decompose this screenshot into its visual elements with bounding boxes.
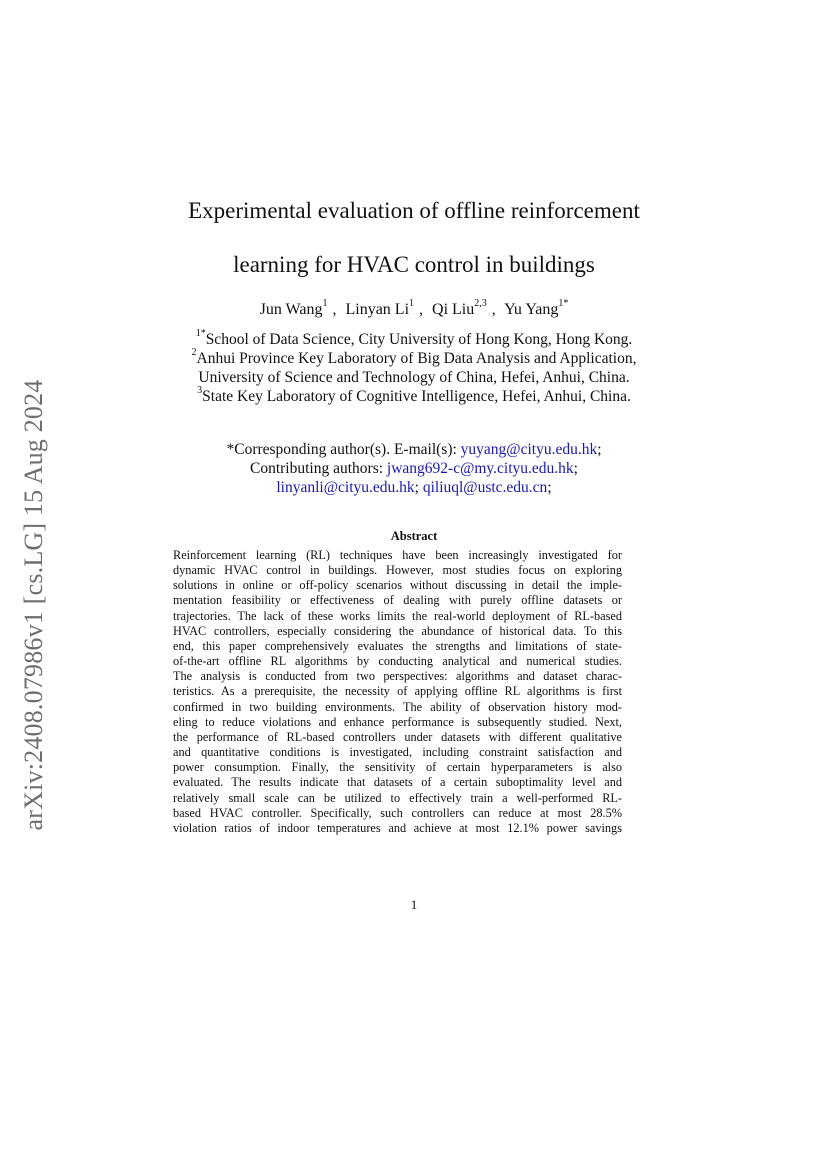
corresponding-label: *Corresponding author(s). E-mail(s):	[226, 441, 461, 458]
abstract-line: dynamic HVAC control in buildings. However, most studies focus on exploring	[173, 563, 622, 578]
author-affiliation-mark: 2,3	[474, 298, 487, 309]
separator: ;	[547, 479, 552, 496]
abstract-line: mentation feasibility or effectiveness of dealing with purely offline datasets or	[173, 593, 622, 608]
contributing-email-link[interactable]: qiliuql@ustc.edu.cn	[422, 479, 548, 496]
abstract-line: HVAC controllers, especially considering the abundance of historical data. To this	[173, 623, 622, 638]
affiliation-2	[0, 347, 828, 368]
affiliation-1	[0, 328, 828, 349]
affiliation-mark: 1*	[195, 328, 206, 339]
paper-title-line-2: learning for HVAC control in buildings	[233, 252, 595, 277]
abstract-line: and quantitative conditions is investigated, including constraint satisfaction and	[173, 745, 622, 760]
abstract-line: Reinforcement learning (RL) techniques have been increasingly investigated for	[173, 548, 622, 562]
author-affiliation-mark: 1	[322, 298, 328, 309]
page-number: 1	[410, 897, 418, 912]
paper-title-line-1: Experimental evaluation of offline reinforcement	[188, 198, 640, 223]
contributing-authors-line	[0, 460, 828, 478]
author-name: Jun Wang	[259, 301, 323, 318]
affiliation-mark: 3	[197, 385, 203, 396]
author-affiliation-mark: 1	[409, 298, 415, 309]
abstract-heading: Abstract	[390, 529, 438, 543]
author-list: Jun Wang$^1$ , Linyan Li$^1$ , Qi Liu$^{2,3}$ , Yu Yang$^{1*}$	[259, 298, 569, 318]
abstract-line: relatively small scale can be utilized to effectively train a well-performed RL-	[173, 790, 622, 805]
affiliation-text: Anhui Province Key Laboratory of Big Data Analysis and Application,	[196, 350, 637, 367]
abstract-line: eling to reduce violations and enhance performance is subsequently studied. Next,	[173, 714, 622, 729]
abstract-line: confirmed in two building environments. The ability of observation history mod-	[173, 699, 622, 714]
abstract-line: evaluated. The results indicate that datasets of a certain suboptimality level and	[173, 775, 622, 790]
corresponding-email-link[interactable]: yuyang@cityu.edu.hk	[460, 441, 598, 458]
abstract-line: based HVAC controller. Specifically, such controllers can reduce at most 28.5%	[173, 805, 622, 820]
author-affiliation-mark: 1*	[558, 298, 569, 309]
abstract-line: the performance of RL-based controllers under datasets with different qualitative	[173, 729, 622, 744]
abstract-line: power consumption. Finally, the sensitivity of certain hyperparameters is also	[173, 760, 622, 775]
affiliation-text: University of Science and Technology of China, Hefei, Anhui, China.	[198, 369, 630, 386]
separator: ;	[414, 479, 423, 496]
arxiv-identifier: arXiv:2408.07986v1 [cs.LG] 15 Aug 2024	[19, 379, 48, 831]
author-name: Linyan Li	[345, 301, 410, 318]
arxiv-sidebar-stamp	[4, 360, 64, 850]
abstract-line: solutions in online or off-policy scenarios without discussing in detail the imple-	[173, 578, 622, 593]
abstract-line: of-the-art offline RL algorithms by conducting analytical and numerical studies.	[173, 654, 622, 669]
abstract-line: trajectories. The lack of these works limits the real-world deployment of RL-based	[173, 608, 622, 623]
abstract-line: teristics. As a prerequisite, the necessity of applying offline RL algorithms is first	[173, 684, 622, 699]
affiliation-3	[0, 385, 828, 406]
affiliation-mark: 2	[191, 347, 197, 358]
affiliation-text: School of Data Science, City University of Hong Kong, Hong Kong.	[205, 331, 633, 348]
contributing-email-link[interactable]: jwang692-c@my.cityu.edu.hk	[386, 460, 574, 477]
abstract-line: end, this paper comprehensively evaluates the strengths and limitations of state-	[173, 638, 622, 653]
separator: ;	[573, 460, 578, 477]
contributing-label: Contributing authors:	[250, 460, 387, 477]
abstract-body	[173, 548, 622, 836]
abstract-line: violation ratios of indoor temperatures and achieve at most 12.1% power savings	[173, 820, 622, 835]
affiliation-text: State Key Laboratory of Cognitive Intelligence, Hefei, Anhui, China.	[202, 388, 631, 405]
separator: ;	[597, 441, 602, 458]
contributing-email-link[interactable]: linyanli@cityu.edu.hk	[276, 479, 415, 496]
abstract-line: The analysis is conducted from two perspectives: algorithms and dataset charac-	[173, 669, 622, 684]
author-name: Qi Liu	[432, 301, 475, 318]
affiliation-2-continued	[0, 369, 828, 387]
corresponding-author-line	[0, 441, 828, 459]
contributing-authors-line-2	[0, 479, 828, 497]
author-name: Yu Yang	[504, 301, 559, 318]
